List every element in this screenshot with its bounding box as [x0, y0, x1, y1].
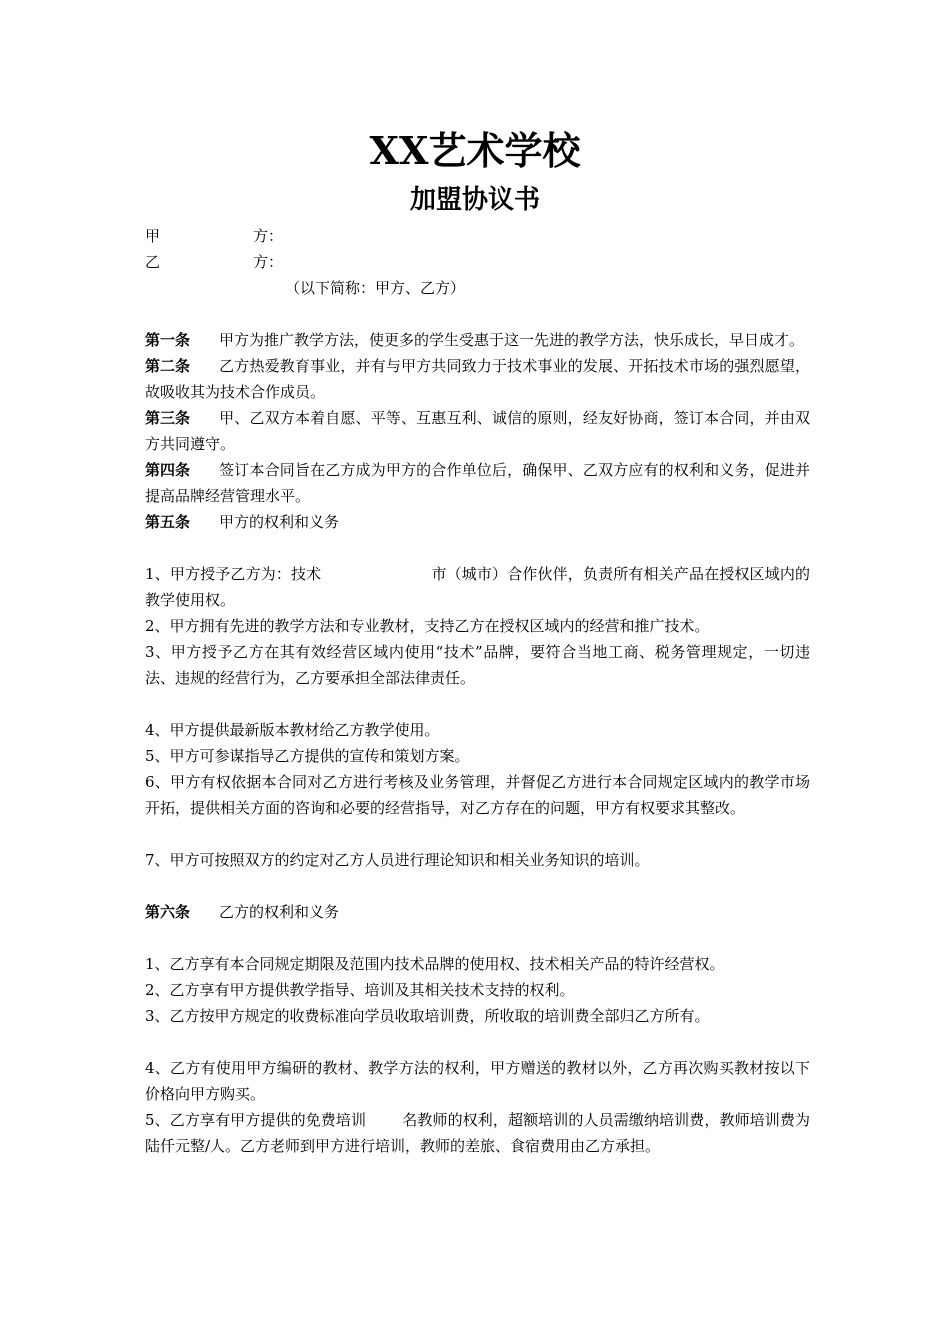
jia-right-4: 4、甲方提供最新版本教材给乙方教学使用。	[145, 721, 440, 739]
jia-right-5: 5、甲方可参谋指导乙方提供的宣传和策划方案。	[145, 747, 470, 765]
article-number: 第四条	[145, 461, 191, 479]
article-4	[145, 457, 810, 509]
article-6	[145, 899, 810, 925]
jia-right-6: 6、甲方有权依据本合同对乙方进行考核及业务管理，并督促乙方进行本合同规定区域内的教学市场开拓，提供相关方面的咨询和必要的经营指导，对乙方存在的问题，甲方有权要求其整改。	[145, 773, 810, 817]
yi-right-5	[145, 1107, 810, 1159]
jia-right-2: 2、甲方拥有先进的教学方法和专业教材，支持乙方在授权区域内的经营和推广技术。	[145, 617, 710, 635]
article-text: 甲方为推广教学方法，使更多的学生受惠于这一先进的教学方法，快乐成长，早日成才。	[219, 331, 805, 349]
party-jia-line	[145, 223, 810, 249]
article-number: 第六条	[145, 903, 191, 921]
party-yi-line	[145, 249, 810, 275]
spacer	[145, 1029, 810, 1055]
party-jia-label: 甲	[145, 227, 161, 245]
yi-right-5-post: 名教师的权利，超额培训的人员需缴纳培训费，教师培训费为陆仟元整/人。乙方老师到甲方进行培训，教师的差旅、食宿费用由乙方承担。	[145, 1111, 810, 1155]
yi-right-1: 1、乙方享有本合同规定期限及范围内技术品牌的使用权、技术相关产品的特许经营权。	[145, 955, 725, 973]
article-1	[145, 327, 810, 353]
article-text: 甲方的权利和义务	[219, 513, 340, 531]
article-text: 甲、乙双方本着自愿、平等、互惠互利、诚信的原则，经友好协商，签订本合同，并由双方共同遵守。	[145, 409, 810, 453]
spacer	[145, 821, 810, 847]
article-3	[145, 405, 810, 457]
article-text: 乙方热爱教育事业，并有与甲方共同致力于技术事业的发展、开拓技术市场的强烈愿望，故吸收其为技术合作成员。	[145, 357, 810, 401]
jia-right-3: 3、甲方授予乙方在其有效经营区域内使用“技术”品牌，要符合当地工商、税务管理规定，一切违法、违规的经营行为，乙方要承担全部法律责任。	[145, 643, 810, 687]
document-body	[145, 223, 810, 1159]
article-number: 第五条	[145, 513, 191, 531]
party-jia-suffix: 方：	[253, 227, 284, 245]
yi-right-5-pre: 5、乙方享有甲方提供的免费培训	[145, 1111, 367, 1129]
article-2	[145, 353, 810, 405]
article-number: 第三条	[145, 409, 191, 427]
article-5	[145, 509, 810, 535]
spacer	[145, 301, 810, 327]
jia-right-1	[145, 561, 810, 613]
article-number: 第二条	[145, 357, 191, 375]
spacer	[145, 535, 810, 561]
party-yi-label: 乙	[145, 253, 161, 271]
jia-right-7: 7、甲方可按照双方的约定对乙方人员进行理论知识和相关业务知识的培训。	[145, 851, 650, 869]
spacer	[145, 691, 810, 717]
jia-right-1-pre: 1、甲方授予乙方为：技术	[145, 565, 322, 583]
yi-right-2: 2、乙方享有甲方提供教学指导、培训及其相关技术支持的权利。	[145, 981, 575, 999]
yi-right-4: 4、乙方有使用甲方编研的教材、教学方法的权利，甲方赠送的教材以外，乙方再次购买教材按以下价格向甲方购买。	[145, 1059, 810, 1103]
spacer	[145, 925, 810, 951]
article-text: 乙方的权利和义务	[219, 903, 340, 921]
party-yi-suffix: 方：	[253, 253, 284, 271]
yi-right-3: 3、乙方按甲方规定的收费标准向学员收取培训费，所收取的培训费全部归乙方所有。	[145, 1007, 710, 1025]
spacer	[145, 873, 810, 899]
article-text: 签订本合同旨在乙方成为甲方的合作单位后，确保甲、乙双方应有的权利和义务，促进并提高品牌经营管理水平。	[145, 461, 810, 505]
party-note: （以下简称：甲方、乙方）	[285, 279, 466, 297]
document-title: XX艺术学校	[369, 128, 581, 173]
jia-right-1-post: 市（城市）合作伙伴，负责所有相关产品在授权区域内的教学使用权。	[145, 565, 810, 609]
document-subtitle: 加盟协议书	[409, 185, 540, 215]
article-number: 第一条	[145, 331, 191, 349]
